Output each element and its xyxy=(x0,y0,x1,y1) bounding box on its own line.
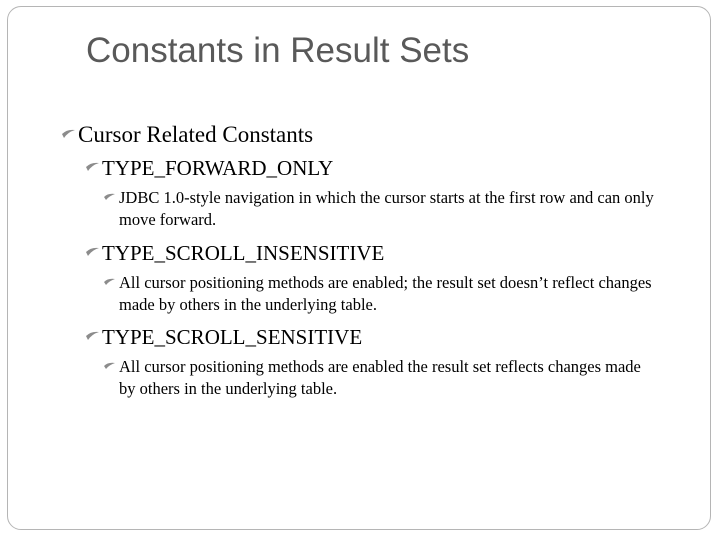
swoosh-bullet-icon xyxy=(101,187,119,209)
swoosh-bullet-icon xyxy=(84,324,102,350)
description-text: JDBC 1.0-style navigation in which the cursor starts at the first row and can only move forward. xyxy=(119,188,654,229)
bullet-cursor-related-constants xyxy=(60,121,313,149)
constant-type-scroll-sensitive xyxy=(84,324,362,350)
constant-type-scroll-insensitive xyxy=(84,240,384,266)
bullet-text: Cursor Related Constants xyxy=(78,122,314,147)
constant-label: TYPE_FORWARD_ONLY xyxy=(102,156,334,180)
description-type-forward-only xyxy=(101,187,661,231)
slide-title: Constants in Result Sets xyxy=(86,31,470,70)
description-type-scroll-insensitive xyxy=(101,272,661,316)
constant-type-forward-only xyxy=(84,155,333,181)
description-text: All cursor positioning methods are enabled the result set reflects changes made by others in the underlying table. xyxy=(119,357,641,398)
swoosh-bullet-icon xyxy=(60,121,78,149)
slide-frame xyxy=(7,6,711,530)
constant-label: TYPE_SCROLL_INSENSITIVE xyxy=(102,241,385,265)
description-type-scroll-sensitive xyxy=(101,356,661,400)
constant-label: TYPE_SCROLL_SENSITIVE xyxy=(102,325,363,349)
swoosh-bullet-icon xyxy=(101,356,119,378)
swoosh-bullet-icon xyxy=(84,240,102,266)
swoosh-bullet-icon xyxy=(84,155,102,181)
swoosh-bullet-icon xyxy=(101,272,119,294)
description-text: All cursor positioning methods are enabled; the result set doesn’t reflect changes made by others in the underlying table. xyxy=(119,273,652,314)
